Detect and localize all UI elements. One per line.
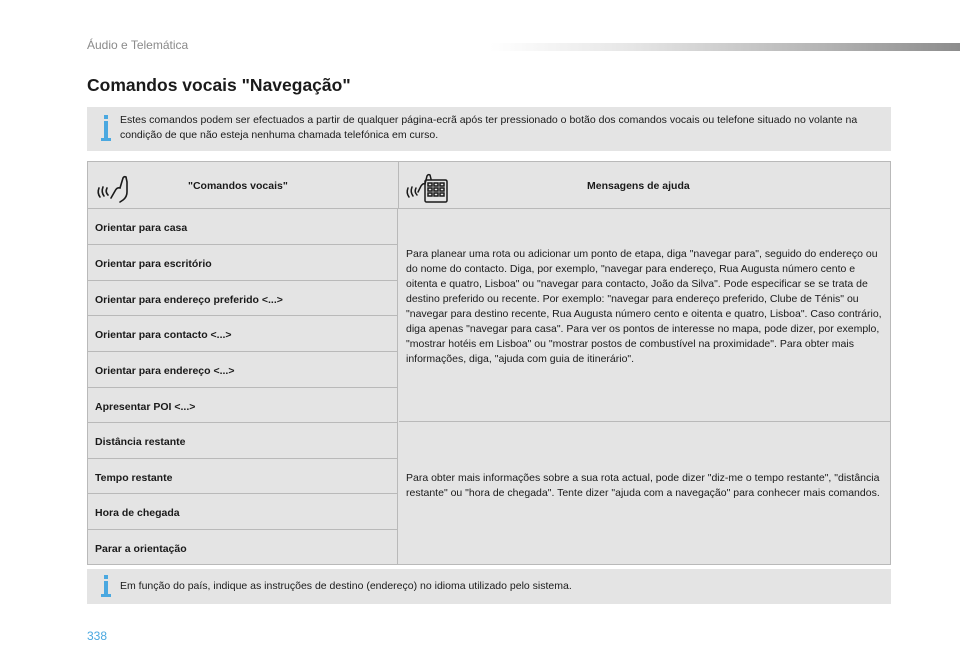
table-header-row (88, 162, 890, 209)
voice-command-hand-icon (96, 166, 136, 204)
section-label: Áudio e Telemática (87, 38, 189, 52)
info-note-text: Em função do país, indique as instruções de destino (endereço) no idioma utilizado pelo sistema. (120, 580, 572, 592)
voice-commands-table (87, 161, 891, 565)
header-label-help: Mensagens de ajuda (587, 180, 690, 192)
table-row-command: Orientar para casa (88, 209, 398, 245)
page-number: 338 (87, 629, 108, 643)
table-row-command: Apresentar POI <...> (88, 388, 398, 423)
table-row-command: Orientar para escritório (88, 245, 398, 281)
info-note-bottom (87, 569, 891, 604)
table-row-command: Tempo restante (88, 459, 398, 494)
table-row-command: Parar a orientação (88, 530, 398, 564)
table-row-command: Orientar para endereço <...> (88, 352, 398, 388)
header-label-commands: "Comandos vocais" (188, 180, 288, 192)
table-row-command: Orientar para endereço preferido <...> (88, 281, 398, 316)
header-cell-commands (88, 162, 399, 208)
header-cell-help (399, 162, 890, 208)
info-icon (101, 115, 111, 141)
info-note-text: Estes comandos podem ser efectuados a partir de qualquer página-ecrã após ter pressionado o botão dos comandos vocais ou telefone situado no volante na condição de que não esteja nenhuma chamada telefónica em curso. (120, 114, 858, 141)
info-icon (101, 575, 111, 597)
header-gradient-bar (490, 43, 960, 51)
page-title: Comandos vocais "Navegação" (87, 75, 351, 95)
table-row-command: Distância restante (88, 423, 398, 459)
table-row-command: Orientar para contacto <...> (88, 316, 398, 352)
table-row-command: Hora de chegada (88, 494, 398, 530)
help-message-navigation: Para planear uma rota ou adicionar um ponto de etapa, diga "navegar para", seguido do endereço ou do nome do contacto. Diga, por exemplo, "navegar para endereço, Rua Augusta número cento e oitenta e quatro, Lisboa" ou "navegar para contacto, João da Silva". Pode especificar se se trata de destino preferido ou recente. Por exemplo: "navegar para endereço preferido, Clube de Ténis" ou "navegar para destino recente, Rua Augusta número cento e oitenta e quatro, Lisboa". Caso contrário, diga apenas "navegar para casa". Para ver os pontos de interesse no mapa, pode dizer, por exemplo, "mostrar hotéis em Lisboa" ou "mostrar postos de combustível na proximidade". Para obter mais informações, diga, "ajuda com guia de itinerário". (399, 209, 890, 422)
help-message-route-info: Para obter mais informações sobre a sua rota actual, pode dizer "diz-me o tempo restante", "distância restante" ou "hora de chegada". Tente dizer "ajuda com a navegação" para conhecer mais comandos. (406, 472, 880, 499)
help-message-keypad-icon (405, 166, 451, 206)
info-note-top (87, 107, 891, 151)
